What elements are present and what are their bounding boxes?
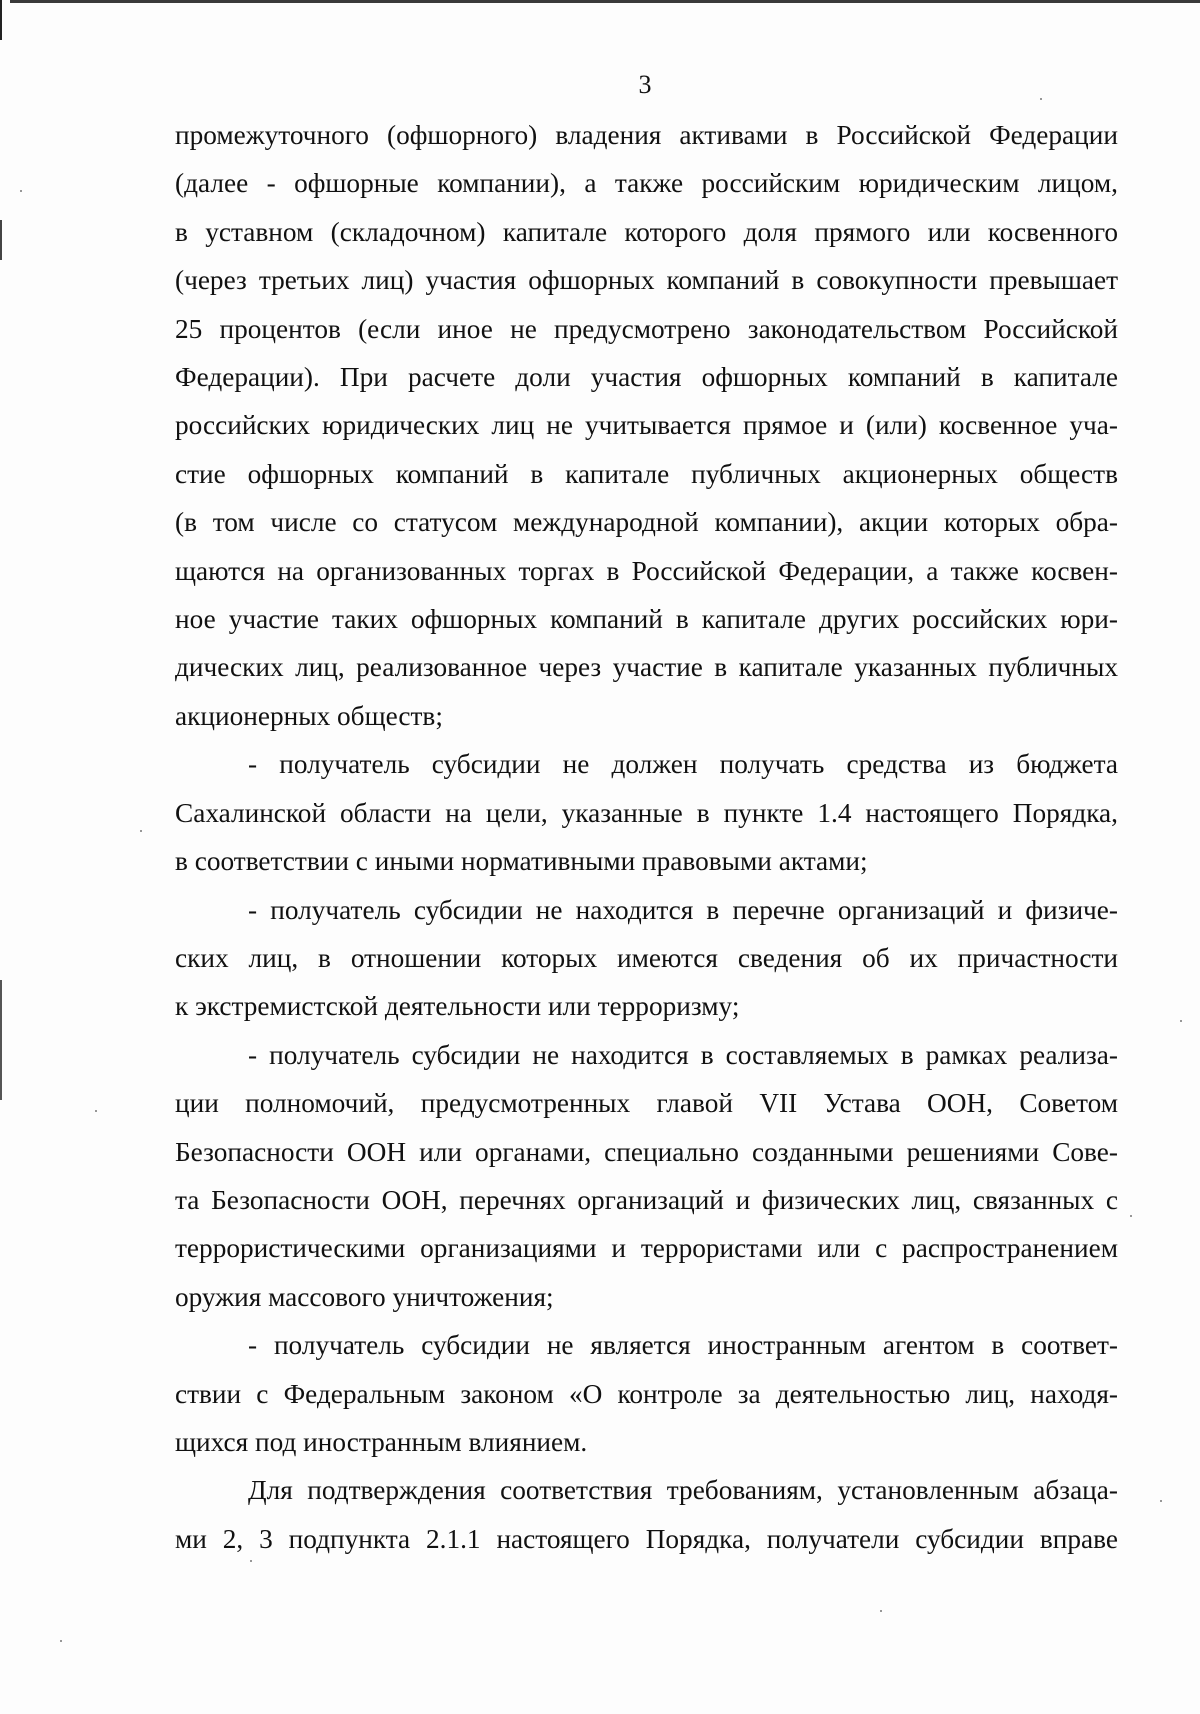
text-line: стие офшорных компаний в капитале публичных акционерных обществ	[175, 458, 1118, 489]
text-line: Для подтверждения соответствия требованиям, установленным абзаца-	[248, 1475, 1118, 1506]
text-line: щихся под иностранным влиянием.	[175, 1426, 588, 1457]
text-line: - получатель субсидии не находится в перечне организаций и физиче-	[248, 894, 1118, 925]
scan-speck	[1180, 1020, 1182, 1022]
text-line: российских юридических лиц не учитывается прямое и (или) косвенное уча-	[175, 410, 1118, 441]
scan-speck	[20, 190, 22, 192]
scan-speck	[95, 1110, 97, 1112]
text-line: оружия массового уничтожения;	[175, 1281, 554, 1312]
scan-speck	[1130, 1215, 1132, 1217]
text-line: Безопасности ООН или органами, специально созданными решениями Сове-	[175, 1136, 1118, 1167]
document-body	[175, 111, 1118, 1563]
text-line: та Безопасности ООН, перечнях организаций и физических лиц, связанных с	[175, 1184, 1118, 1215]
scan-top-border	[10, 0, 1200, 3]
text-line: щаются на организованных торгах в Российской Федерации, а также косвен-	[175, 555, 1118, 586]
scan-speck	[140, 830, 142, 832]
text-line: акционерных обществ;	[175, 700, 443, 731]
text-line: 25 процентов (если иное не предусмотрено законодательством Российской	[175, 313, 1118, 344]
text-line: (далее - офшорные компании), а также российским юридическим лицом,	[175, 168, 1118, 199]
text-line: Сахалинской области на цели, указанные в пункте 1.4 настоящего Порядка,	[175, 797, 1118, 828]
scan-left-border	[0, 0, 2, 1714]
text-line: ских лиц, в отношении которых имеются сведения об их причастности	[175, 942, 1118, 973]
text-line: террористическими организациями и террористами или с распространением	[175, 1233, 1118, 1264]
text-line: в соответствии с иными нормативными правовыми актами;	[175, 846, 868, 877]
scan-speck	[880, 1610, 882, 1612]
scan-speck	[1040, 98, 1042, 100]
text-line: (через третьих лиц) участия офшорных компаний в совокупности превышает	[175, 265, 1118, 296]
text-line: ции полномочий, предусмотренных главой VII Устава ООН, Советом	[175, 1088, 1118, 1119]
text-line: - получатель субсидии не является иностранным агентом в соответ-	[248, 1330, 1118, 1361]
scan-speck	[250, 1560, 252, 1562]
text-line: ми 2, 3 подпункта 2.1.1 настоящего Порядка, получатели субсидии вправе	[175, 1523, 1118, 1554]
text-line: к экстремистской деятельности или терроризму;	[175, 991, 740, 1022]
scan-speck	[1160, 1500, 1162, 1502]
text-line: Федерации). При расчете доли участия офшорных компаний в капитале	[175, 362, 1118, 393]
text-line: (в том числе со статусом международной компании), акции которых обра-	[175, 507, 1118, 538]
text-line: ствии с Федеральным законом «О контроле за деятельностью лиц, находя-	[175, 1378, 1118, 1409]
scan-speck	[60, 1640, 62, 1642]
page-number: 3	[638, 70, 652, 99]
text-line: - получатель субсидии не должен получать средства из бюджета	[248, 749, 1118, 780]
text-line: в уставном (складочном) капитале которого доля прямого или косвенного	[175, 216, 1118, 247]
text-line: промежуточного (офшорного) владения активами в Российской Федерации	[175, 120, 1118, 150]
text-line: дических лиц, реализованное через участие в капитале указанных публичных	[175, 652, 1118, 683]
text-line: - получатель субсидии не находится в составляемых в рамках реализа-	[248, 1039, 1118, 1070]
text-line: ное участие таких офшорных компаний в капитале других российских юри-	[175, 604, 1118, 635]
